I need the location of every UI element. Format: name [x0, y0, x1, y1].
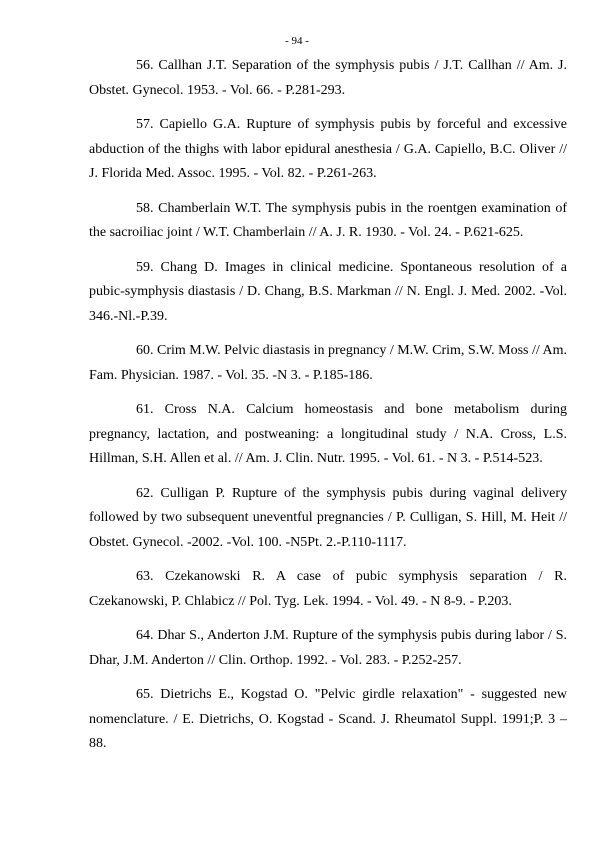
- reference-item: 65. Dietrichs E., Kogstad O. "Pelvic girdle relaxation" - suggested new nomenclature. / E. Dietrichs, O. Kogstad - Scand. J. Rheumatol Suppl. 1991;P. 3 – 88.: [89, 687, 567, 751]
- reference-item: 61. Cross N.A. Calcium homeostasis and bone metabolism during pregnancy, lactation, and postweaning: a longitudinal study / N.A. Cross, L.S. Hillman, S.H. Allen et al. // Am. J. Clin. Nutr. 1995. - Vol. 61. - N 3. - P.514-523.: [89, 402, 567, 466]
- reference-item: 59. Chang D. Images in clinical medicine. Spontaneous resolution of a pubic-symphysis diastasis / D. Chang, B.S. Markman // N. Engl. J. Med. 2002. -Vol. 346.-Nl.-P.39.: [89, 259, 567, 324]
- reference-list: [89, 54, 567, 767]
- reference-item: 56. Callhan J.T. Separation of the symphysis pubis / J.T. Callhan // Am. J. Obstet. Gynecol. 1953. - Vol. 66. - P.281-293.: [89, 58, 567, 98]
- reference-item: 62. Culligan P. Rupture of the symphysis pubis during vaginal delivery followed by two subsequent uneventful pregnancies / P. Culligan, S. Hill, M. Heit // Obstet. Gynecol. -2002. -Vol. 100. -N5Pt. 2.-P.110-1117.: [89, 485, 567, 550]
- reference-item: 57. Capiello G.A. Rupture of symphysis pubis by forceful and excessive abduction of the thighs with labor epidural anesthesia / G.A. Capiello, B.C. Oliver // J. Florida Med. Assoc. 1995. - Vol. 82. - P.261-263.: [89, 117, 567, 181]
- reference-item: 60. Crim M.W. Pelvic diastasis in pregnancy / M.W. Crim, S.W. Moss // Am. Fam. Physician. 1987. - Vol. 35. -N 3. - P.185-186.: [89, 343, 567, 383]
- reference-item: 58. Chamberlain W.T. The symphysis pubis in the roentgen examination of the sacroiliac joint / W.T. Chamberlain // A. J. R. 1930. - Vol. 24. - P.621-625.: [89, 200, 567, 240]
- reference-item: 64. Dhar S., Anderton J.M. Rupture of the symphysis pubis during labor / S. Dhar, J.M. Anderton // Clin. Orthop. 1992. - Vol. 283. - P.252-257.: [89, 628, 567, 668]
- reference-item: 63. Czekanowski R. A case of pubic symphysis separation / R. Czekanowski, P. Chlabicz // Pol. Tyg. Lek. 1994. - Vol. 49. - N 8-9. - P.203.: [89, 569, 567, 609]
- page-number: - 94 -: [285, 35, 309, 47]
